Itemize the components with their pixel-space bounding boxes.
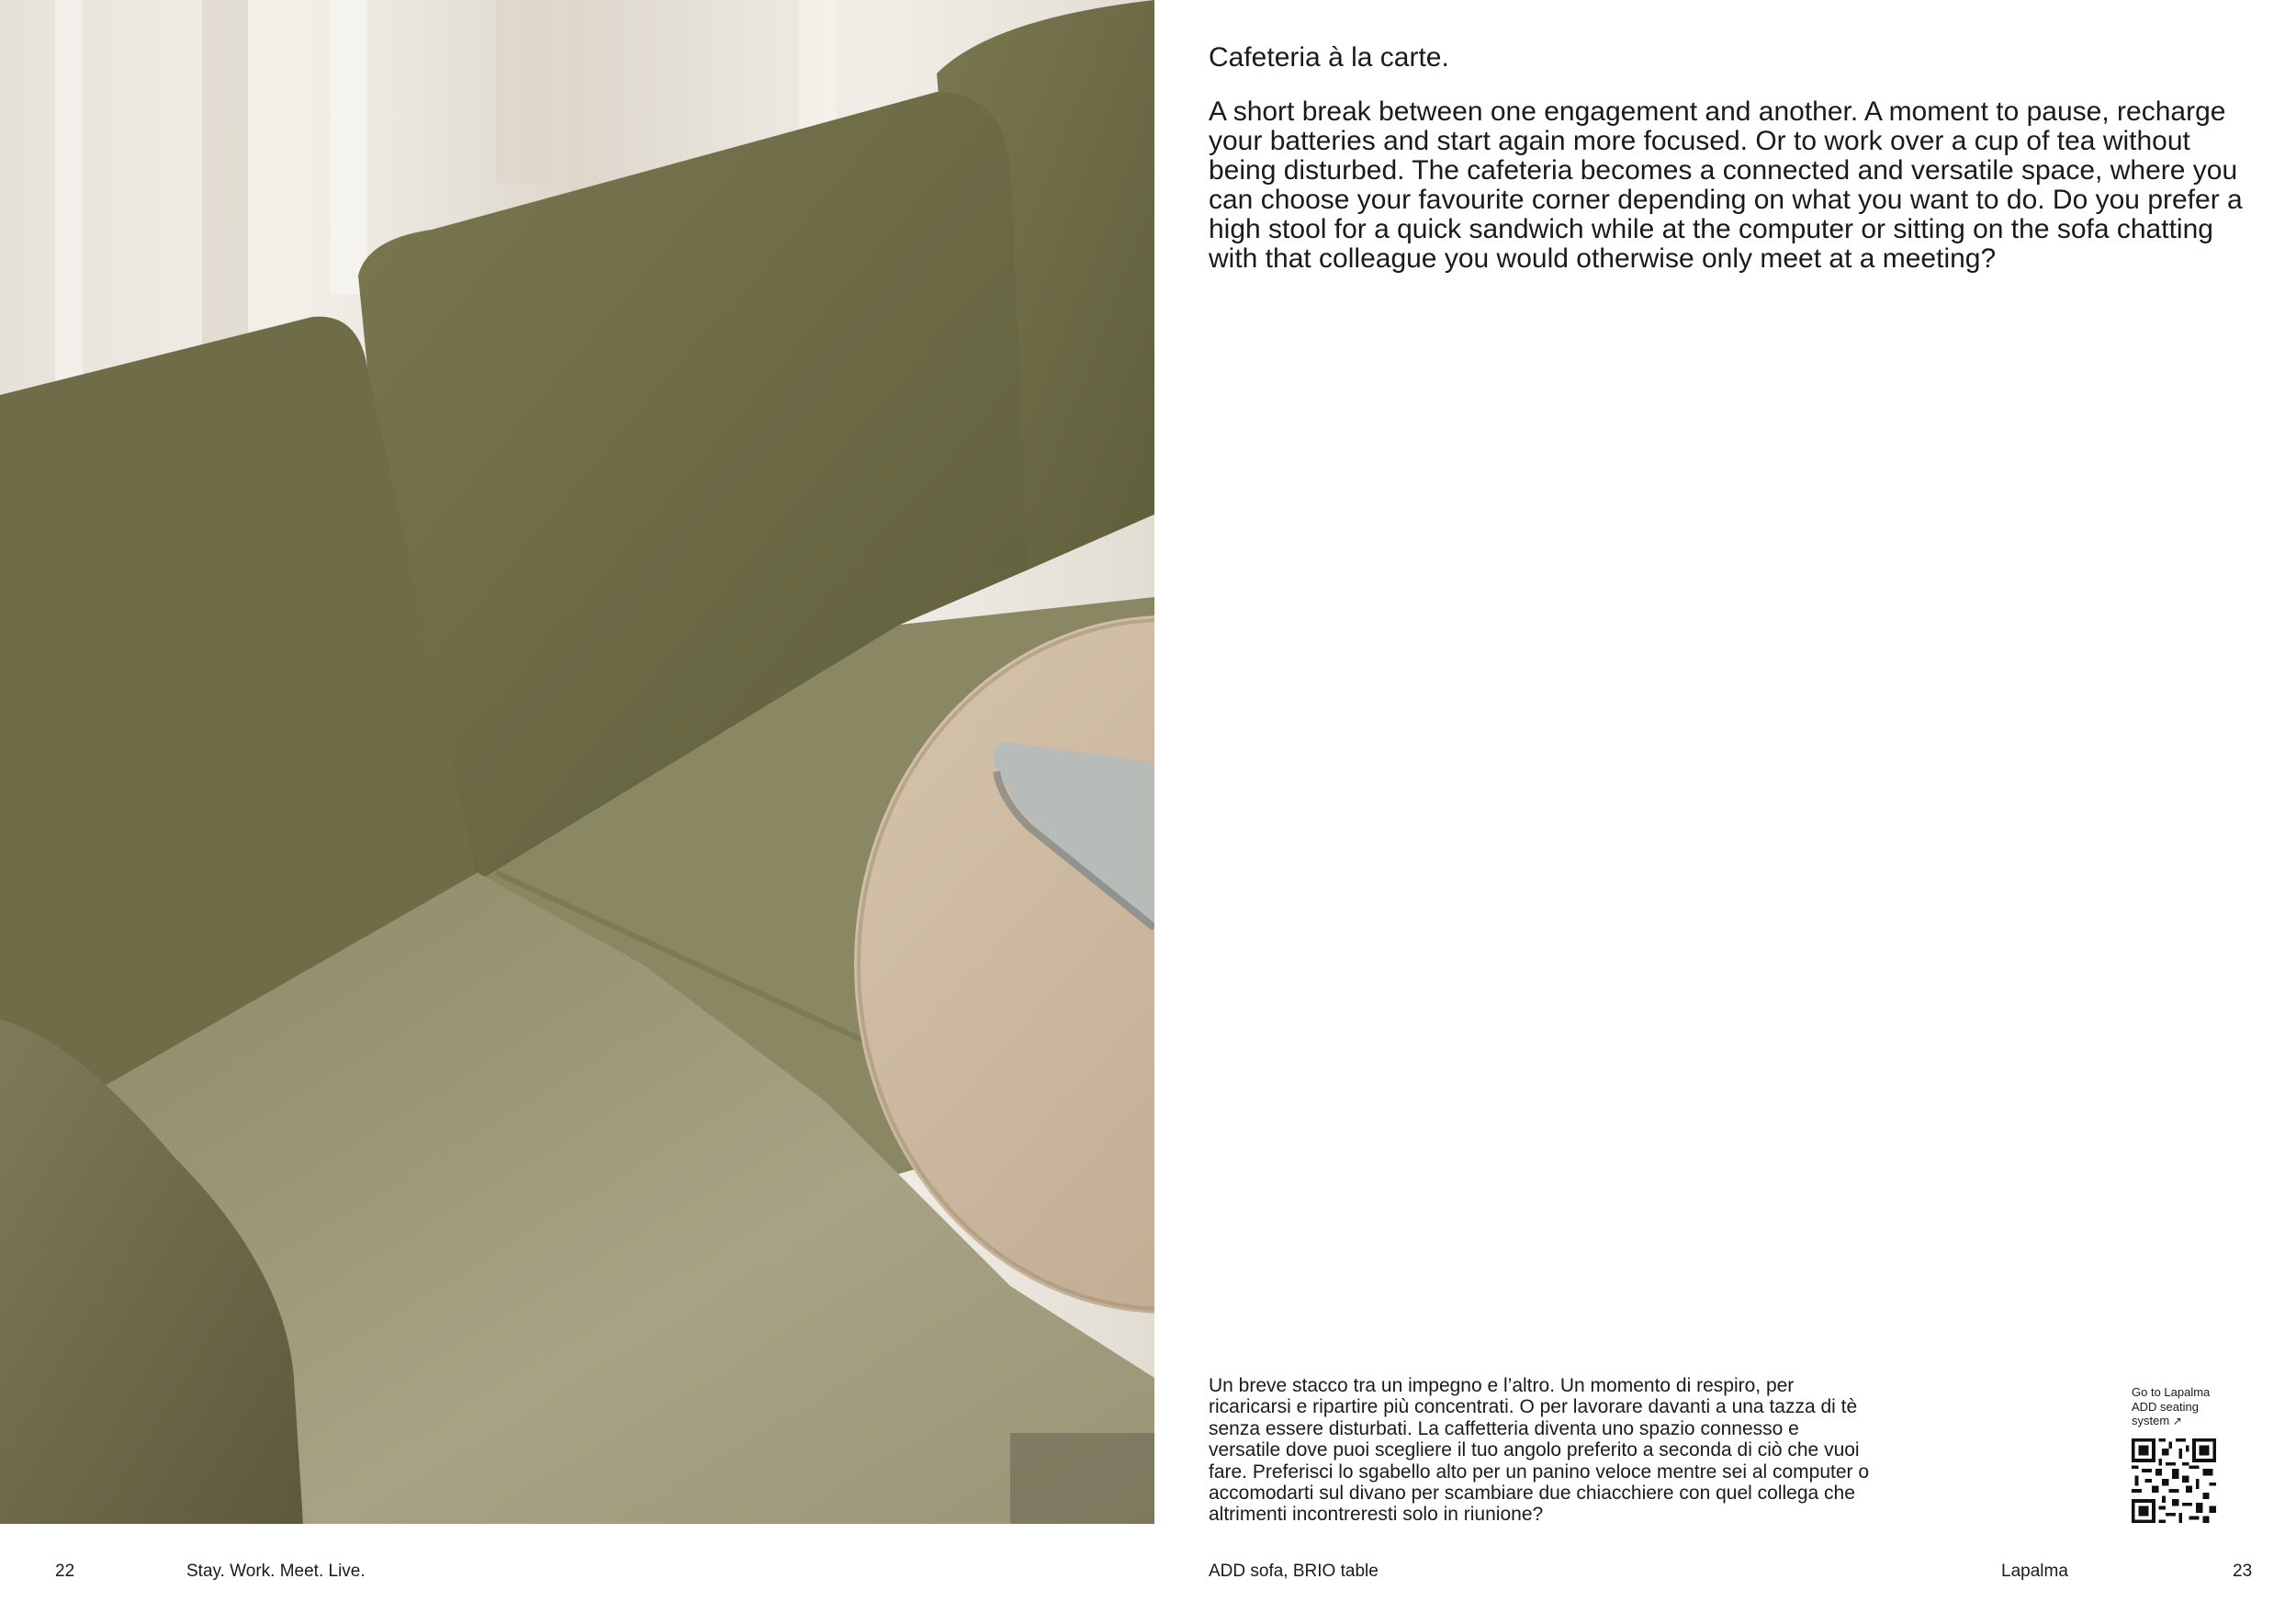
arrow-up-right-icon: ↗ [2172, 1415, 2182, 1427]
sofa-photo [0, 0, 1154, 1524]
qr-code-icon[interactable] [2132, 1438, 2216, 1523]
qr-link-block[interactable] [2132, 1385, 2242, 1523]
body-text-english: A short break between one engagement and another. A moment to pause, recharge your batteries and start again more focused. Or to work over a cup of tea without being disturbed. The cafeteria becomes a connected and versatile space, where you can choose your favourite corner depending on what you want to do. Do you prefer a high stool for a quick sandwich while at the computer or sitting on the sofa chatting with that colleague you would otherwise only meet at a meeting? [1209, 96, 2243, 274]
body-text-italian: Un breve stacco tra un impegno e l’altro. Un momento di respiro, per ricaricarsi e ripartire più concentrati. O per lavorare davanti a una tazza di tè senza essere disturbati. La caffetteria diventa uno spazio connesso e versatile dove puoi scegliere il tuo angolo preferito a seconda di ciò che vuoi fare. Preferisci lo sgabello alto per un panino veloce mentre sei al computer o accomodarti sul divano per scambiare due chiacchiere con quel collega che altrimenti incontreresti solo in riunione? [1209, 1375, 1870, 1526]
qr-caption-text: Go to Lapalma ADD seating system [2132, 1385, 2211, 1427]
publication-title: Stay. Work. Meet. Live. [186, 1562, 366, 1581]
photo-caption: ADD sofa, BRIO table [1209, 1562, 1379, 1581]
brand-name: Lapalma [2001, 1562, 2068, 1581]
page-heading: Cafeteria à la carte. [1209, 42, 1449, 73]
sofa-illustration [0, 0, 1154, 1524]
page-number-left: 22 [55, 1562, 75, 1581]
qr-caption [2132, 1385, 2233, 1429]
page-number-right: 23 [2233, 1562, 2253, 1581]
